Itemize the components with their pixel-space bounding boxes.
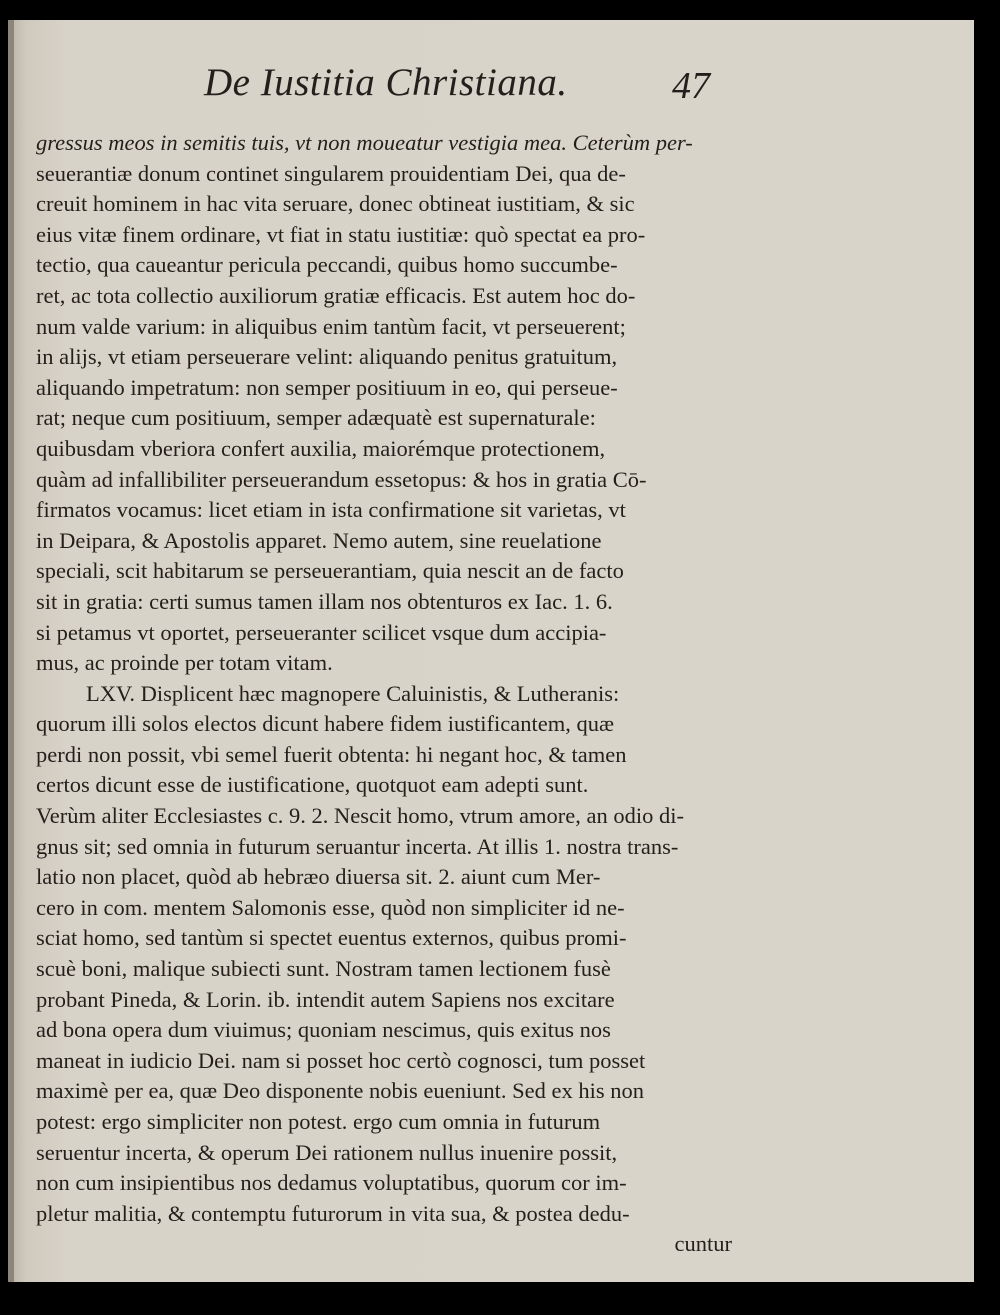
text-line: seruentur incerta, & operum Dei rationem nullus inuenire possit, <box>36 1139 618 1165</box>
text-line: sciat homo, sed tantùm si spectet euentus externos, quibus promi- <box>36 925 627 951</box>
text-line: seuerantiæ donum continet singularem prouidentiam Dei, qua de- <box>36 160 626 186</box>
text-line: aliquando impetratum: non semper positiuum in eo, qui perseue- <box>36 374 618 400</box>
text-line: cero in com. mentem Salomonis esse, quòd non simpliciter id ne- <box>36 894 625 920</box>
text-line: sit in gratia: certi sumus tamen illam nos obtenturos ex Iac. 1. 6. <box>36 588 613 614</box>
text-line: pletur malitia, & contemptu futurorum in vita sua, & postea dedu- <box>36 1200 630 1226</box>
text-line: gnus sit; sed omnia in futurum seruantur incerta. At illis 1. nostra trans- <box>36 833 679 859</box>
text-line: maximè per ea, quæ Deo disponente nobis eueniunt. Sed ex his non <box>36 1078 645 1104</box>
text-line: potest: ergo simpliciter non potest. ergo cum omnia in futurum <box>36 1109 601 1134</box>
text-line: gressus meos in semitis tuis, vt non moueatur vestigia mea. Ceterùm per- <box>36 130 693 155</box>
text-line: tectio, qua caueantur pericula peccandi, quibus homo succumbe- <box>36 252 618 278</box>
text-line: latio non placet, quòd ab hebræo diuersa sit. 2. aiunt cum Mer- <box>36 864 601 890</box>
text-line: perdi non possit, vbi semel fuerit obtenta: hi negant hoc, & tamen <box>36 741 627 767</box>
text-line: firmatos vocamus: licet etiam in ista confirmatione sit varietas, vt <box>36 497 626 523</box>
text-line: scuè boni, malique subiecti sunt. Nostram tamen lectionem fusè <box>36 956 611 982</box>
text-line: ad bona opera dum viuimus; quoniam nescimus, quis exitus nos <box>36 1017 611 1043</box>
text-line: si petamus vt oportet, perseueranter scilicet vsque dum accipia- <box>36 619 607 645</box>
text-line: certos dicunt esse de iustificatione, quotquot eam adepti sunt. <box>36 772 589 798</box>
book-page <box>8 20 974 1282</box>
text-line: quibusdam vberiora confert auxilia, maiorémque protectionem, <box>36 435 606 461</box>
text-line: Verùm aliter Ecclesiastes c. 9. 2. Nescit homo, vtrum amore, an odio di- <box>36 803 684 829</box>
text-line: speciali, scit habitarum se perseuerantiam, quia nescit an de facto <box>36 558 624 584</box>
text-line: ret, ac tota collectio auxiliorum gratiæ efficacis. Est autem hoc do- <box>36 282 636 308</box>
text-line: creuit hominem in hac vita seruare, donec obtineat iustitiam, & sic <box>36 191 635 217</box>
text-line: probant Pineda, & Lorin. ib. intendit autem Sapiens nos excitare <box>36 986 615 1012</box>
page-gutter-edge <box>8 20 14 1282</box>
page-number: 47 <box>672 65 710 107</box>
text-line: non cum insipientibus nos dedamus voluptatibus, quorum cor im- <box>36 1170 627 1196</box>
running-title: De Iustitia Christiana. <box>204 61 568 104</box>
text-line: quorum illi solos electos dicunt habere fidem iustificantem, quæ <box>36 711 615 737</box>
text-line: in alijs, vt etiam perseuerare velint: aliquando penitus gratuitum, <box>36 344 618 370</box>
text-line: rat; neque cum positiuum, semper adæquatè est supernaturale: <box>36 405 596 431</box>
text-line: num valde varium: in aliquibus enim tantùm facit, vt perseuerent; <box>36 313 626 339</box>
text-line: eius vitæ finem ordinare, vt fiat in statu iustitiæ: quò spectat ea pro- <box>36 221 646 247</box>
text-line: in Deipara, & Apostolis apparet. Nemo autem, sine reuelatione <box>36 527 602 553</box>
paragraph-start-line: LXV. Displicent hæc magnopere Caluinistis, & Lutheranis: <box>86 680 620 706</box>
body-text <box>36 128 766 1260</box>
text-line: mus, ac proinde per totam vitam. <box>36 650 333 676</box>
text-line: quàm ad infallibiliter perseuerandum essetopus: & hos in gratia Cō- <box>36 466 647 492</box>
text-line: maneat in iudicio Dei. nam si posset hoc certò cognosci, tum posset <box>36 1047 646 1073</box>
catchword: cuntur <box>674 1231 732 1257</box>
